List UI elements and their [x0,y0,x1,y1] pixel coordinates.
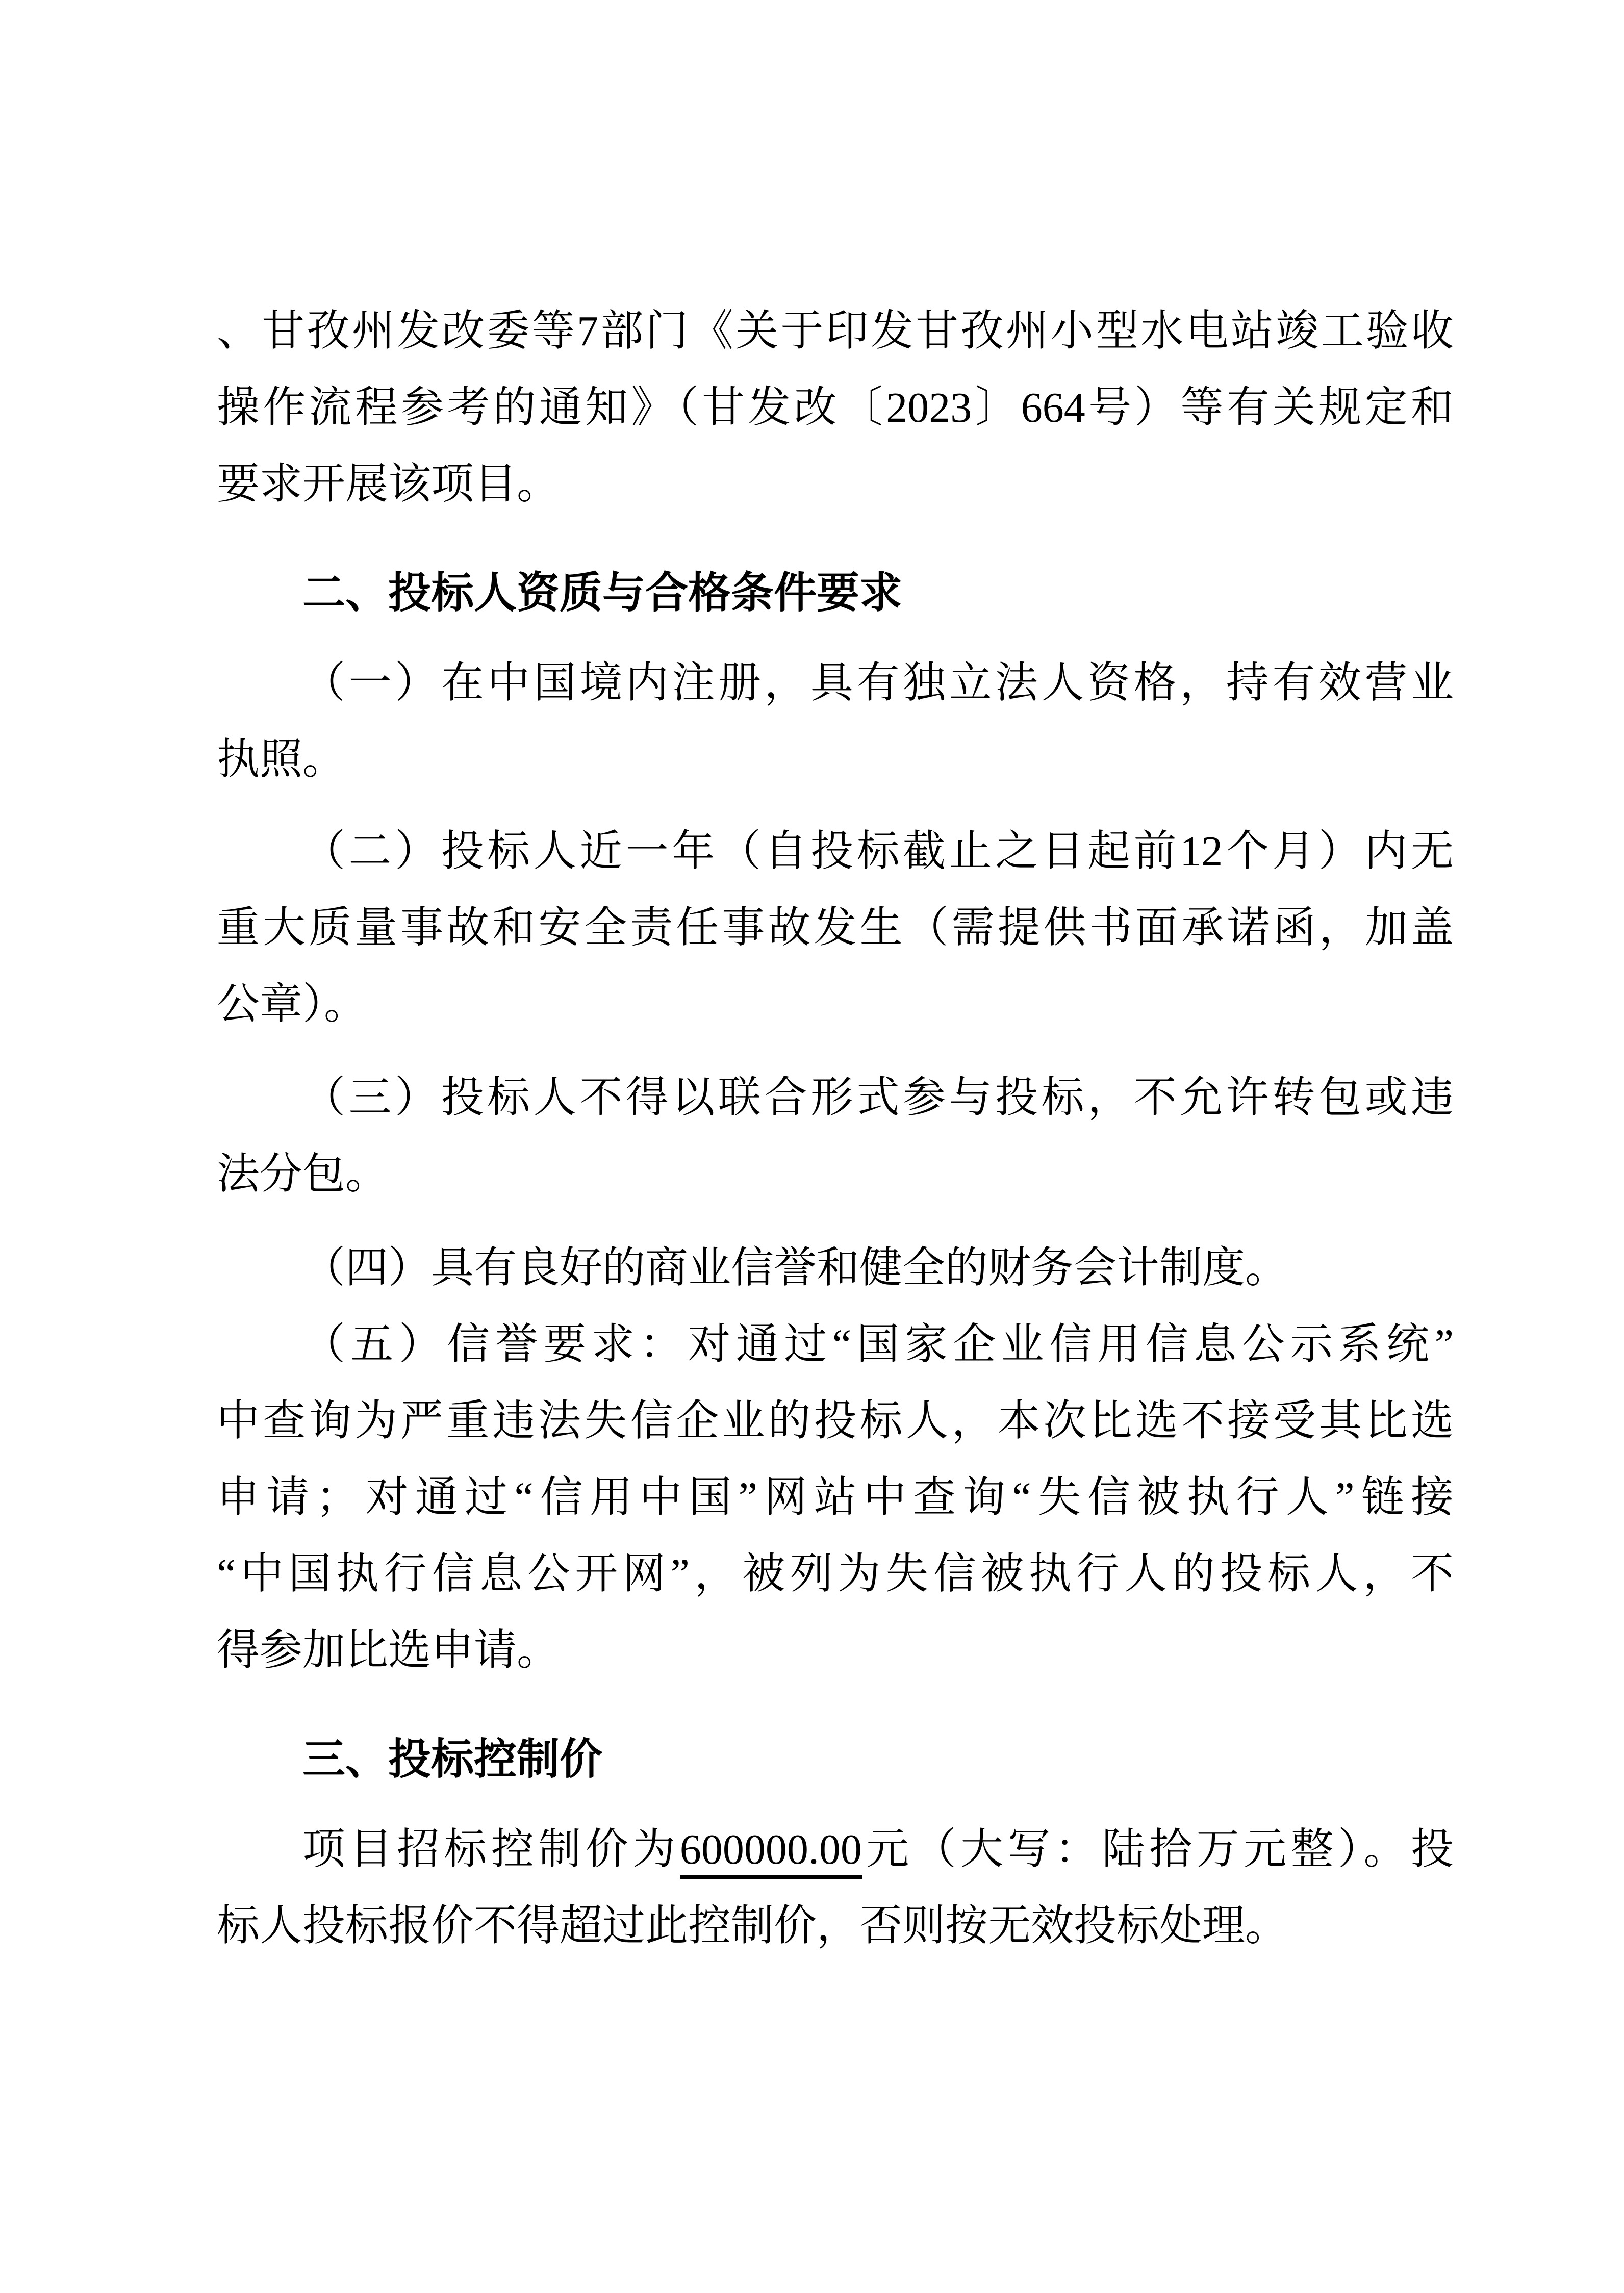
paragraph-intro [217,293,1454,523]
text-line: （五）信誉要求：对通过“国家企业信用信息公示系统” [302,1321,1454,1368]
section-heading-qualification-requirements: 二、投标人资质与合格条件要求 [302,569,903,617]
paragraph-item-4 [217,1230,1454,1307]
text-line: 重大质量事故和安全责任事故发生（需提供书面承诺函，加盖 [217,904,1454,952]
text-line: 申请；对通过“信用中国”网站中查询“失信被执行人”链接 [217,1474,1454,1521]
text-line: 执照。 [217,736,346,783]
text-line: “中国执行信息公开网”，被列为失信被执行人的投标人，不 [217,1550,1454,1598]
text-line: 操作流程参考的通知》（甘发改〔2023〕664号）等有关规定和 [217,384,1454,431]
text-line: （四）具有良好的商业信誉和健全的财务会计制度。 [302,1244,1288,1292]
text-line: 公章）。 [217,981,367,1028]
text-line: 得参加比选申请。 [217,1627,560,1674]
text-line: 中查询为严重违法失信企业的投标人，本次比选不接受其比选 [217,1397,1454,1445]
text-line: （二）投标人近一年（自投标截止之日起前12个月）内无 [302,828,1454,875]
text-line [217,1812,1454,1888]
paragraph-bid-control-price [217,1812,1454,1965]
text-line: 、甘孜州发改委等7部门《关于印发甘孜州小型水电站竣工验收 [217,308,1454,355]
text-line: 法分包。 [217,1151,389,1198]
paragraph-item-1 [217,645,1454,798]
text-line: （三）投标人不得以联合形式参与投标，不允许转包或违 [302,1074,1454,1122]
text-line: （一）在中国境内注册，具有独立法人资格，持有效营业 [302,659,1454,707]
control-price-prefix: 项目招标控制价为 [302,1826,680,1873]
bid-control-price-amount: 600000.00 [680,1826,862,1879]
section-heading-bid-control-price: 三、投标控制价 [302,1735,603,1783]
text-line: 标人投标报价不得超过此控制价，否则按无效投标处理。 [217,1902,1288,1950]
paragraph-item-5 [217,1307,1454,1689]
paragraph-item-3 [217,1060,1454,1213]
control-price-suffix: 元（大写：陆拾万元整）。投 [861,1826,1454,1873]
paragraph-item-2 [217,813,1454,1043]
text-line: 要求开展该项目。 [217,461,560,508]
